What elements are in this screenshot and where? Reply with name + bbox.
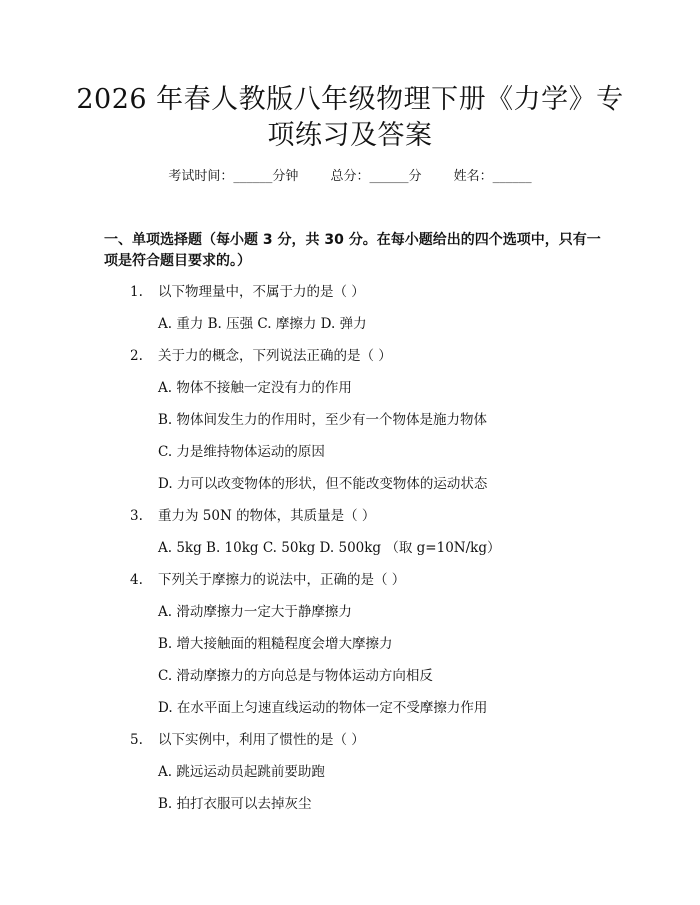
exam-time-field: 考试时间：______分钟 bbox=[168, 169, 299, 184]
question-number: 5. bbox=[130, 732, 143, 748]
question-5-option-b: B. 拍打衣服可以去掉灰尘 bbox=[158, 796, 312, 812]
question-number: 3. bbox=[130, 508, 143, 524]
question-4 bbox=[130, 571, 405, 589]
student-name-field: 姓名：______ bbox=[453, 169, 532, 184]
question-1-options: A. 重力 B. 压强 C. 摩擦力 D. 弹力 bbox=[158, 316, 367, 332]
question-text: 重力为 50N 的物体，其质量是（ ） bbox=[158, 508, 376, 524]
question-4-option-c: C. 滑动摩擦力的方向总是与物体运动方向相反 bbox=[158, 668, 433, 684]
page-title-line-2: 项练习及答案 bbox=[267, 120, 433, 151]
question-text: 关于力的概念，下列说法正确的是（ ） bbox=[158, 348, 392, 364]
question-4-option-a: A. 滑动摩擦力一定大于静摩擦力 bbox=[158, 604, 352, 620]
page-title-line-1: 2026 年春人教版八年级物理下册《力学》专 bbox=[76, 84, 624, 115]
question-number: 4. bbox=[130, 572, 143, 588]
question-text: 以下物理量中，不属于力的是（ ） bbox=[158, 284, 365, 300]
question-2-option-d: D. 力可以改变物体的形状，但不能改变物体的运动状态 bbox=[158, 476, 488, 492]
question-4-option-b: B. 增大接触面的粗糙程度会增大摩擦力 bbox=[158, 636, 393, 652]
section-heading: 一、单项选择题（每小题 3 分，共 30 分。在每小题给出的四个选项中，只有一项是符合题目要求的。） bbox=[104, 232, 601, 269]
question-3-options: A. 5kg B. 10kg C. 50kg D. 500kg （取 g=10N/kg） bbox=[158, 540, 501, 556]
question-2 bbox=[130, 347, 392, 365]
question-5 bbox=[130, 731, 365, 749]
question-1 bbox=[130, 283, 365, 301]
question-2-option-c: C. 力是维持物体运动的原因 bbox=[158, 444, 325, 460]
question-3 bbox=[130, 507, 375, 525]
total-score-field: 总分：______分 bbox=[330, 169, 422, 184]
question-number: 1. bbox=[130, 284, 143, 300]
question-text: 下列关于摩擦力的说法中，正确的是（ ） bbox=[158, 572, 406, 588]
question-2-option-b: B. 物体间发生力的作用时，至少有一个物体是施力物体 bbox=[158, 412, 488, 428]
question-5-option-a: A. 跳远运动员起跳前要助跑 bbox=[158, 764, 325, 780]
question-4-option-d: D. 在水平面上匀速直线运动的物体一定不受摩擦力作用 bbox=[158, 700, 488, 716]
question-text: 以下实例中，利用了惯性的是（ ） bbox=[158, 732, 365, 748]
question-number: 2. bbox=[130, 348, 143, 364]
exam-meta bbox=[0, 168, 700, 186]
question-2-option-a: A. 物体不接触一定没有力的作用 bbox=[158, 380, 352, 396]
